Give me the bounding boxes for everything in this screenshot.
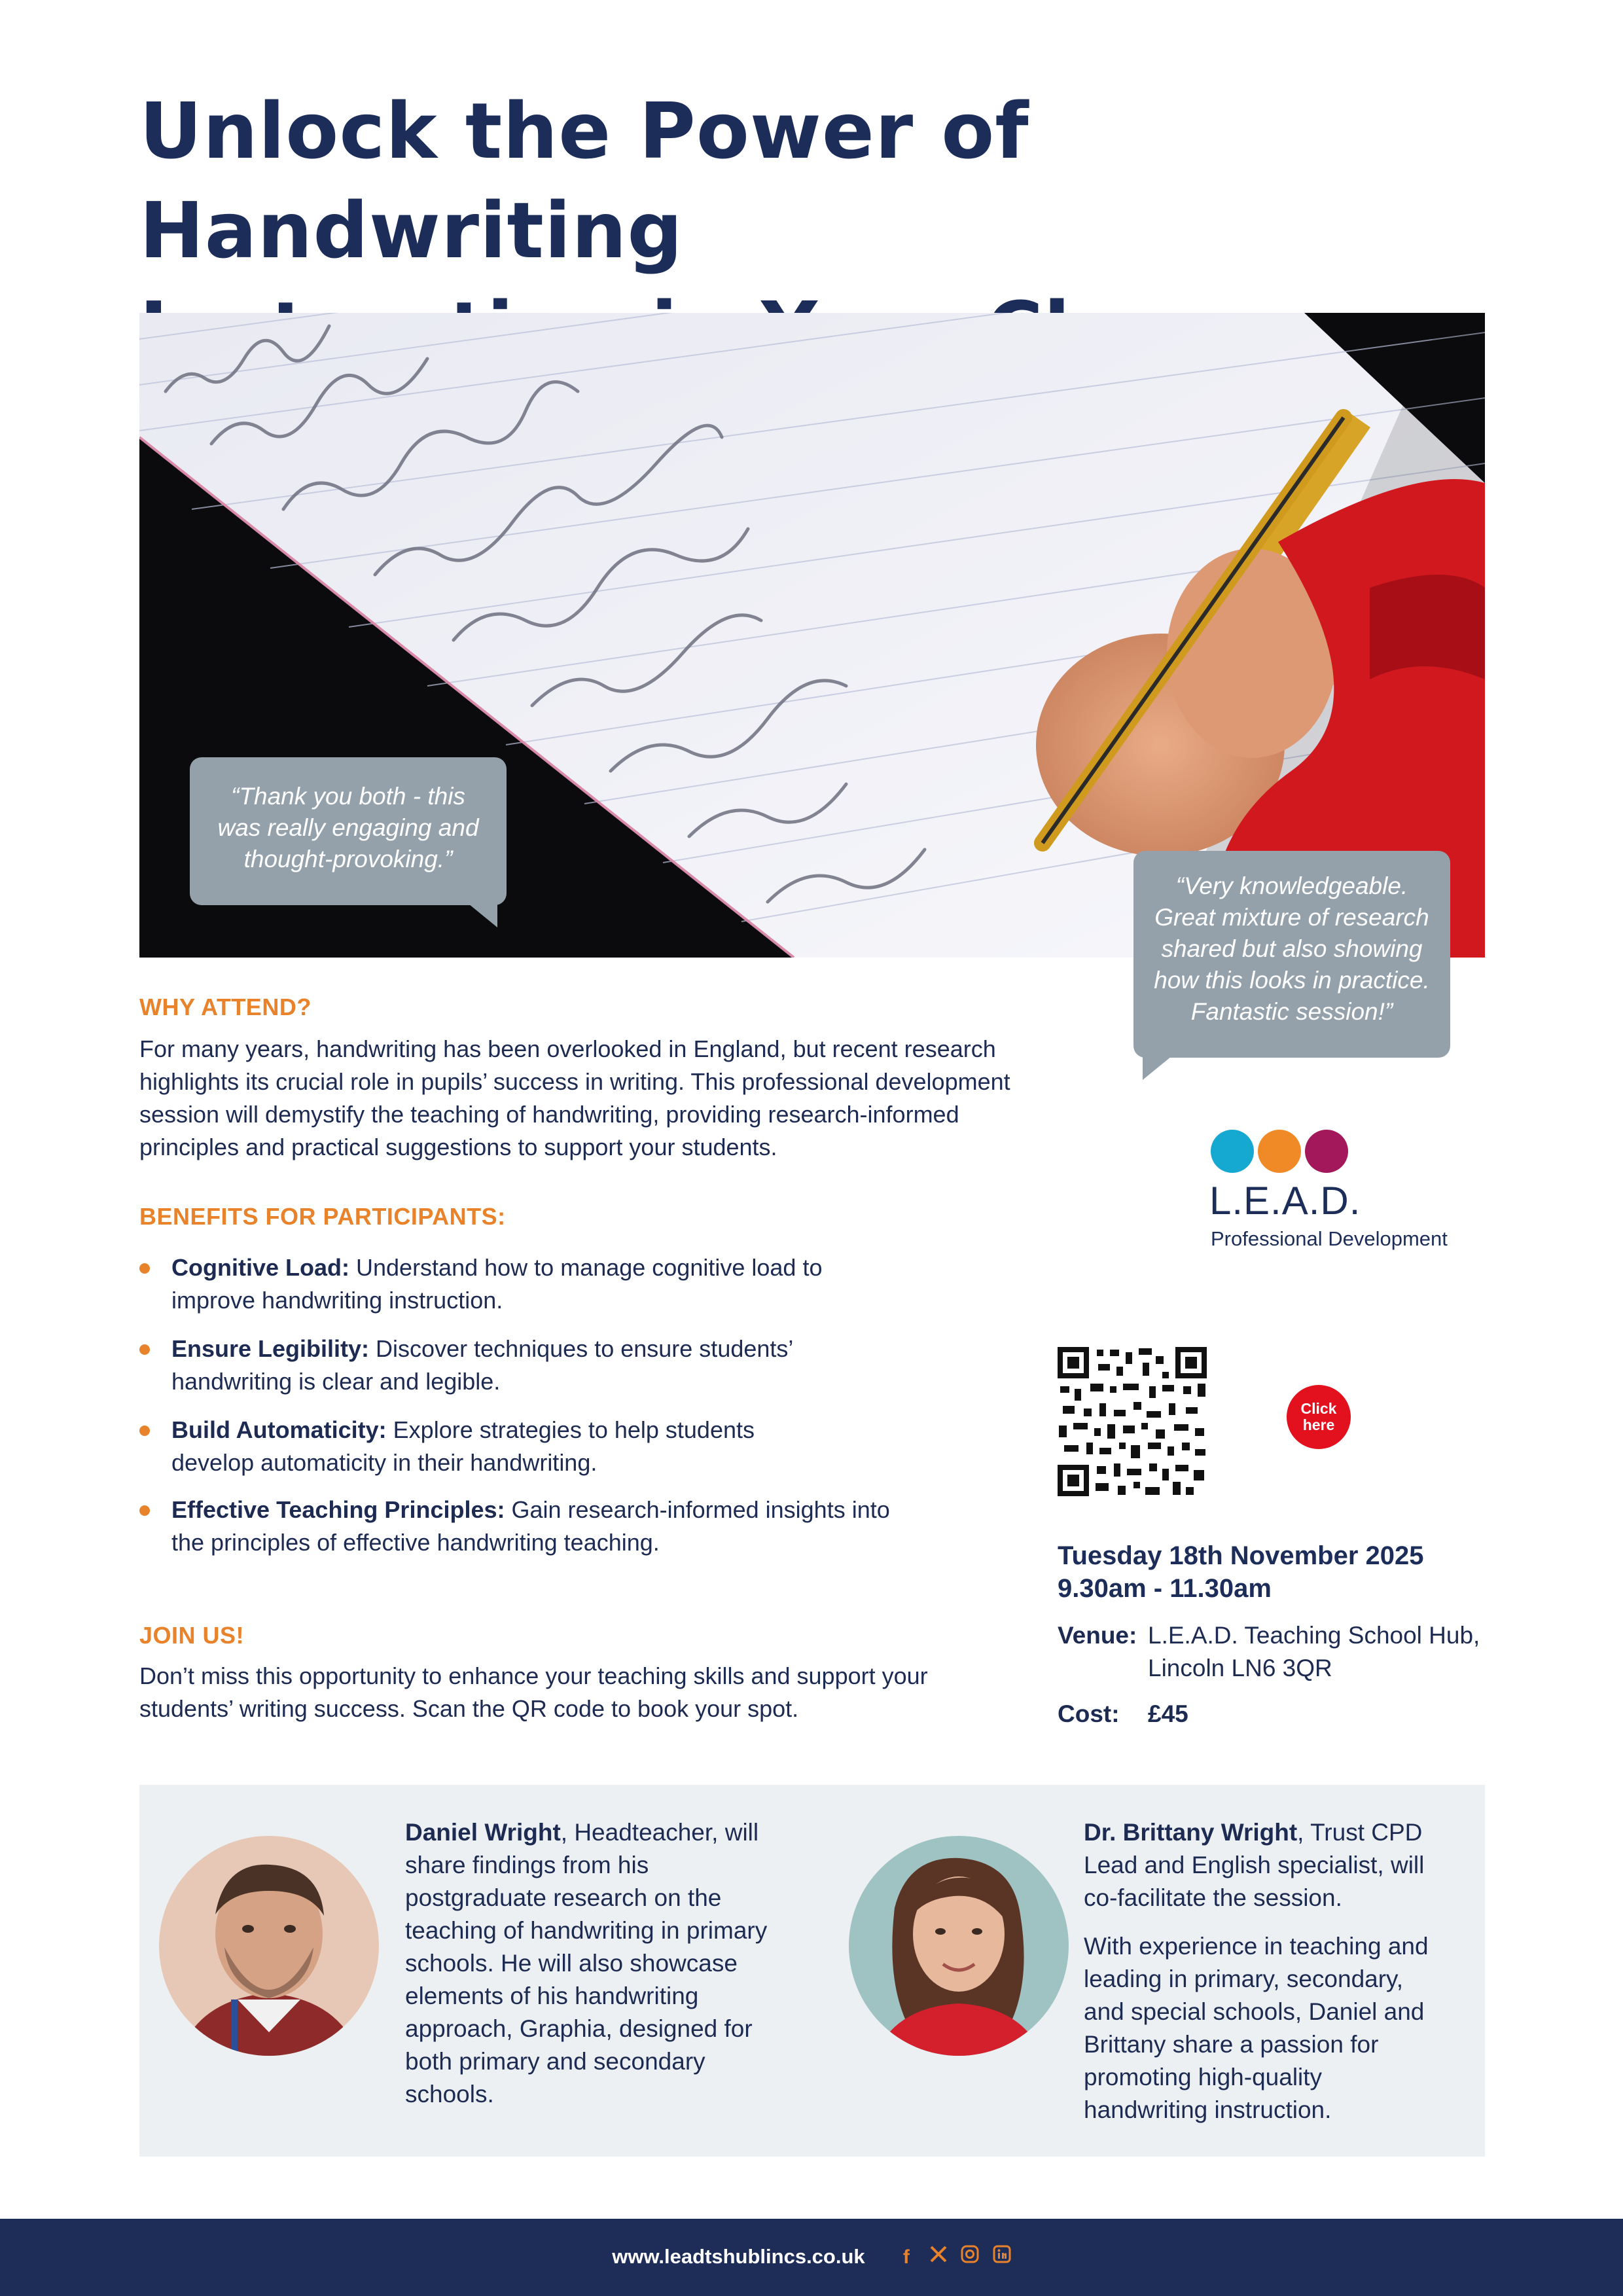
why-attend-heading: WHY ATTEND?	[139, 994, 312, 1020]
venue-label: Venue:	[1058, 1622, 1137, 1649]
instagram-icon[interactable]	[961, 2245, 979, 2263]
benefit-item	[139, 1494, 925, 1559]
venue-line-2: Lincoln LN6 3QR	[1148, 1655, 1332, 1681]
brittany-portrait-icon	[849, 1836, 1069, 2056]
bullet-icon	[139, 1344, 150, 1355]
daniel-bio	[405, 1816, 772, 2111]
benefit-title: Cognitive Load:	[171, 1254, 349, 1281]
benefit-title: Effective Teaching Principles:	[171, 1496, 505, 1523]
benefit-item	[139, 1414, 925, 1479]
speakers-panel	[139, 1785, 1485, 2157]
logo-name: L.E.A.D.	[1209, 1179, 1361, 1223]
brittany-bio-text: , Trust CPD Lead and English specialist, will co-facilitate the session.	[1084, 1819, 1425, 1911]
brittany-bio	[1084, 1816, 1450, 1914]
brittany-name: Dr. Brittany Wright	[1084, 1819, 1298, 1846]
benefits-heading: BENEFITS FOR PARTICIPANTS:	[139, 1203, 506, 1230]
click-here-button[interactable]	[1287, 1385, 1351, 1449]
event-datetime	[1058, 1539, 1424, 1605]
benefit-title: Build Automaticity:	[171, 1416, 387, 1443]
daniel-portrait-icon	[159, 1836, 379, 2056]
event-date: Tuesday 18th November 2025	[1058, 1541, 1424, 1570]
daniel-bio-text: , Headteacher, will share findings from his postgraduate research on the teaching of handwriting in primary schools. He will also showcase elements of his handwriting approach, Graphia, designed for both primary and secondary schools.	[405, 1819, 768, 2108]
bullet-icon	[139, 1263, 150, 1274]
click-label-2: here	[1302, 1416, 1335, 1433]
bullet-icon	[139, 1426, 150, 1436]
testimonial-text-left: “Thank you both - this was really engaging and thought-provoking.”	[217, 783, 479, 872]
click-label-1: Click	[1300, 1400, 1337, 1417]
benefit-text: Understand how to manage cognitive load to improve handwriting instruction.	[171, 1254, 823, 1314]
join-text: Don’t miss this opportunity to enhance your teaching skills and support your students’ writing success. Scan the QR code to book your spot.	[139, 1662, 928, 1722]
linkedin-icon[interactable]	[993, 2245, 1011, 2263]
testimonial-text-right: “Very knowledgeable. Great mixture of research shared but also showing how this looks in practice. Fantastic session!”	[1154, 872, 1430, 1025]
bubble-tail	[1143, 1056, 1171, 1080]
logo-dot-plum	[1305, 1130, 1348, 1173]
logo-dot-cyan	[1211, 1130, 1254, 1173]
title-line-1: Unlock the Power of Handwriting	[139, 86, 1029, 276]
venue-line-1: L.E.A.D. Teaching School Hub,	[1148, 1622, 1480, 1649]
benefit-text: Explore strategies to help students develop automaticity in their handwriting.	[171, 1416, 755, 1476]
footer	[0, 2219, 1623, 2296]
logo-dot-orange	[1258, 1130, 1301, 1173]
daniel-name: Daniel Wright	[405, 1819, 561, 1846]
benefit-text: Discover techniques to ensure students’ handwriting is clear and legible.	[171, 1335, 793, 1395]
website-link[interactable]: www.leadtshublincs.co.uk	[612, 2245, 865, 2268]
brittany-bio-2: With experience in teaching and leading in primary, secondary, and special schools, Daniel and Brittany share a passion for promoting high-quality handwriting instruction.	[1084, 1933, 1429, 2123]
benefit-text: Gain research-informed insights into the principles of effective handwriting teaching.	[171, 1496, 890, 1556]
benefit-item	[139, 1333, 925, 1398]
daniel-avatar	[159, 1836, 379, 2056]
benefit-item	[139, 1251, 925, 1317]
testimonial-bubble-right	[1133, 851, 1450, 1058]
logo-subtitle: Professional Development	[1211, 1227, 1448, 1250]
qr-code-icon	[1058, 1347, 1207, 1496]
cost-label: Cost:	[1058, 1700, 1120, 1727]
footer-content	[0, 2219, 1623, 2270]
qr-code[interactable]	[1058, 1347, 1207, 1496]
benefit-title: Ensure Legibility:	[171, 1335, 370, 1362]
bubble-tail	[469, 904, 497, 927]
join-heading: JOIN US!	[139, 1622, 245, 1649]
testimonial-bubble-left	[190, 757, 507, 905]
brittany-avatar	[849, 1836, 1069, 2056]
bullet-icon	[139, 1505, 150, 1516]
venue-value	[1148, 1619, 1480, 1685]
cost-value: £45	[1148, 1700, 1188, 1727]
lead-logo	[1209, 1128, 1484, 1259]
facebook-icon[interactable]: f	[902, 2246, 910, 2268]
x-icon[interactable]	[929, 2245, 948, 2263]
why-attend-text: For many years, handwriting has been overlooked in England, but recent research highlights its crucial role in pupils’ success in writing. This professional development session will demystify the teaching of handwriting, providing research-informed principles and practical suggestions to support your students.	[139, 1035, 1010, 1160]
event-time: 9.30am - 11.30am	[1058, 1574, 1272, 1603]
